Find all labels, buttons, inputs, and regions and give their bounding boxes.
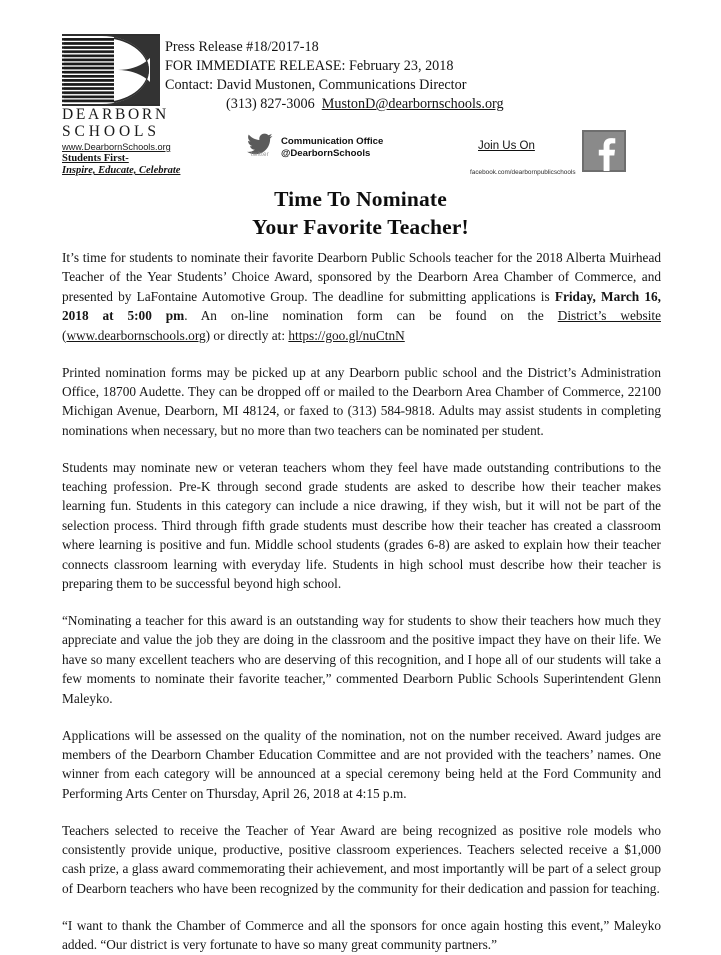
paragraph-6-awards: Teachers selected to receive the Teacher of Year Award are being recognized as positive role models who consistently provide unique, productive, positive classroom experiences. Teachers selected receive a $1,000 cash prize, a glass award commemorating their achievement, and most importantly will be part of a select group of Dearborn teachers who have been recognized by the community for their dedication and passion for teaching. [62, 822, 661, 896]
p1-district-url-link[interactable]: www.dearbornschools.org [66, 327, 206, 343]
twitter-icon-wrap [243, 133, 277, 158]
press-contact-block [165, 38, 504, 114]
facebook-group[interactable] [470, 130, 626, 177]
release-date-line: FOR IMMEDIATE RELEASE: February 23, 2018 [165, 58, 454, 74]
body-copy [62, 248, 661, 955]
facebook-icon-wrap[interactable] [582, 130, 626, 172]
contact-person-line: Contact: David Mustonen, Communications Director [165, 77, 467, 93]
twitter-handle[interactable]: @DearbornSchools [281, 147, 371, 159]
p1-deadline-bold: Friday, March 16, 2018 at 5:00 pm [62, 288, 661, 324]
logo-wordmark-schools: SCHOOLS [62, 123, 160, 140]
p1-goo-gl-link[interactable]: https://goo.gl/nuCtnN [288, 327, 405, 343]
facebook-join-label: Join Us On [478, 140, 535, 152]
headline [0, 186, 721, 241]
paragraph-2: Printed nomination forms may be picked up at any Dearborn public school and the District’s Administration Office, 18700 Audette. They can be dropped off or mailed to the Dearborn Area Chamber of Commerce, 22100 Michigan Avenue, Dearborn, MI 48124, or faxed to (313) 584-9818. Adults may assist students in completing nominations when necessary, but no more than two teachers can be nominated per student. [62, 364, 661, 438]
twitter-bird-icon [247, 133, 273, 153]
paragraph-7-closing-quote: “I want to thank the Chamber of Commerce and all the sponsors for once again hosting this event,” Maleyko added. “Our district is very fortunate to have so many great community partners.” [62, 917, 661, 953]
twitter-brand-label: twitter [250, 152, 270, 158]
p1-text-c: ( [62, 327, 67, 343]
p1-text-d: ) or directly at: [205, 327, 289, 343]
p1-text-b: . An on-line nomination form can be found on the [184, 308, 558, 324]
contact-phone: (313) 827-3006 [226, 96, 315, 112]
paragraph-4-superintendent-quote: “Nominating a teacher for this award is an outstanding way for students to show their teachers how much they appreciate and value the job they are doing in the classroom and the positive impact they have on their life. We have so many excellent teachers who are deserving of this recognition, and I hope all of our students will take a few moments to nominate their favorite teacher,” commented Dearborn Public Schools Superintendent Glenn Maleyko. [62, 613, 661, 706]
dearborn-schools-d-logo-icon [62, 34, 160, 106]
paragraph-1 [62, 248, 661, 345]
letterhead [0, 0, 721, 175]
logo-wordmark-dearborn: DEARBORN [62, 106, 169, 123]
paragraph-3: Students may nominate new or veteran teachers whom they feel have made outstanding contributions to the teaching profession. Pre-K through second grade students are asked to describe how their teacher makes learning fun. Students in this category can include a nice drawing, if they wish, but it will not be part of the selection process. Third through fifth grade students must describe how their teacher has created a classroom where learning is positive and fun. Middle school students (grades 6-8) are asked to explain how their teacher connects classroom learning with everyday life. Students in high school must describe how their teacher is preparing them to be successful beyond high school. [62, 459, 661, 592]
contact-phone-email-line [165, 95, 504, 114]
headline-line-2: Your Favorite Teacher! [252, 214, 469, 239]
facebook-url[interactable]: facebook.com/dearbornpublicschools [470, 169, 576, 176]
press-release-number: Press Release #18/2017-18 [165, 39, 319, 55]
p1-district-website-link[interactable]: District’s website [557, 308, 661, 324]
facebook-f-icon [582, 130, 626, 172]
twitter-office-title: Communication Office [281, 136, 384, 147]
headline-line-1: Time To Nominate [274, 187, 447, 211]
tagline-inspire-educate-celebrate: Inspire, Educate, Celebrate [62, 165, 181, 176]
twitter-group[interactable] [243, 133, 383, 159]
p1-text-a: It’s time for students to nominate their favorite Dearborn Public Schools teacher for the 2018 Alberta Muirhead Teacher of the Year Students’ Choice Award, sponsored by the Dearborn Area Chamber of Commerce, and presented by LaFontaine Automotive Group. The deadline for submitting applications is [62, 250, 661, 304]
district-website-link[interactable]: www.DearbornSchools.org [62, 142, 171, 152]
paragraph-5-judging: Applications will be assessed on the quality of the nomination, not on the number received. Award judges are members of the Dearborn Chamber Education Committee and are not provided with the teachers’ names. One winner from each category will be announced at a special ceremony being held at the Ford Community and Performing Arts Center on Thursday, April 26, 2018 at 4:15 p.m. [62, 727, 661, 801]
tagline-students-first: Students First- [62, 153, 129, 164]
facebook-text-block [470, 130, 576, 177]
contact-email-link[interactable]: MustonD@dearbornschools.org [321, 96, 504, 112]
twitter-text-block [277, 133, 383, 159]
